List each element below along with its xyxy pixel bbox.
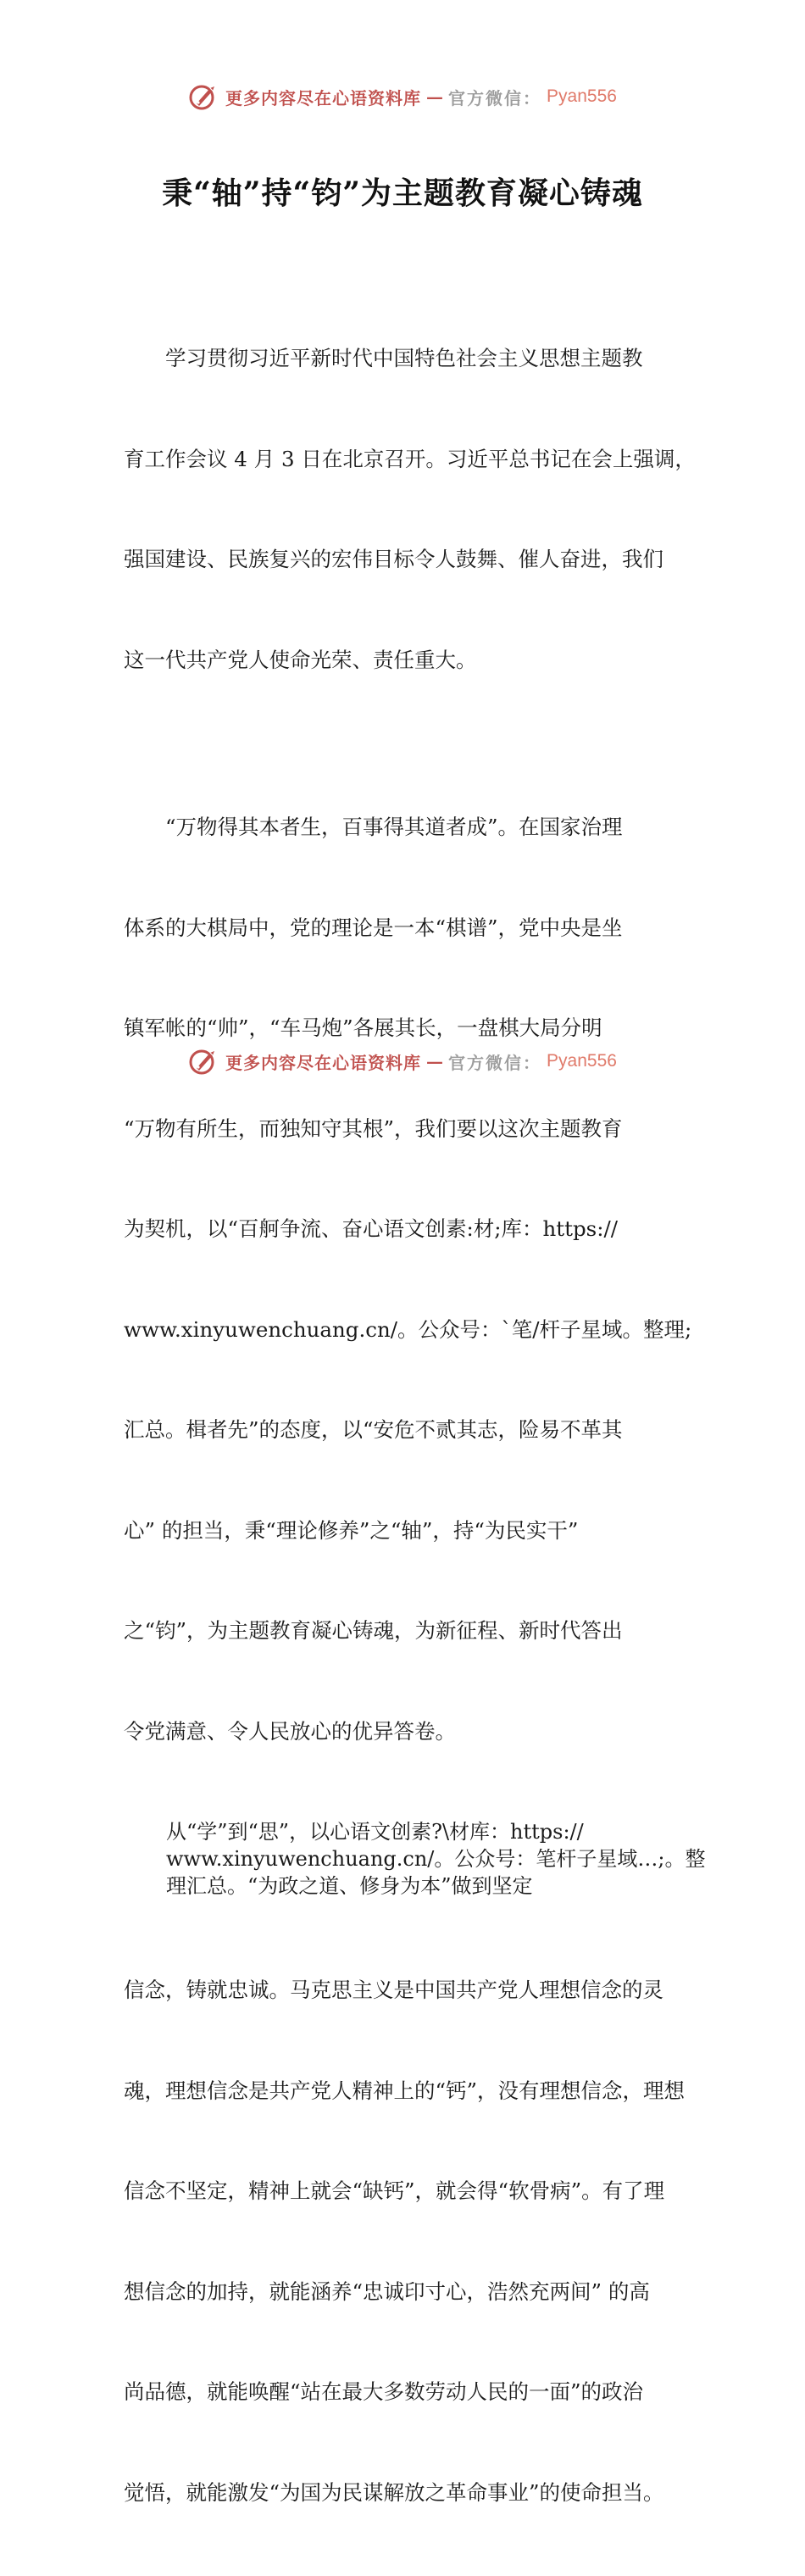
document-title: 秉“轴”持“钧”为主题教育凝心铸魂 — [162, 175, 643, 211]
footer-watermark — [0, 1044, 805, 1078]
text-line: 令党满意、令人民放心的优异答卷。 — [124, 1718, 456, 1744]
text-line: 之“钧”，为主题教育凝心铸魂，为新征程、新时代答出 — [124, 1618, 623, 1643]
text-line: 信念，铸就忠诚。马克思主义是中国共产党人理想信念的灵 — [124, 1978, 663, 2002]
text-line: 学习贯彻习近平新时代中国特色社会主义思想主题教 — [124, 346, 643, 370]
text-line: www.xinyuwenchuang.cn/。公众号：笔杆子星域…;。整 — [166, 1847, 706, 1871]
text-line: 信念不坚定，精神上就会“缺钙”，就会得“软骨病”。有了理 — [124, 2178, 665, 2203]
text-line: 尚品德，就能唤醒“站在最大多数劳动人民的一面”的政治 — [124, 2379, 644, 2404]
text-line: www.xinyuwenchuang.cn/。公众号：`笔/杆子星域。整理; — [124, 1316, 692, 1342]
watermark-dash: — — [426, 1051, 444, 1071]
watermark-wechat-label: 官方微信： — [448, 1052, 542, 1073]
paragraph-3 — [124, 1906, 700, 2576]
paragraph-1 — [124, 275, 700, 743]
pen-nib-logo-icon — [188, 1046, 220, 1077]
text-line: 理汇总。“为政之道、修身为本”做到坚定 — [166, 1874, 533, 1898]
document-body — [124, 275, 706, 2576]
text-line: 想信念的加持，就能涵养“忠诚印寸心，浩然充两间” 的高 — [124, 2278, 650, 2304]
text-line: 觉悟，就能激发“为国为民谋解放之革命事业”的使命担当。 — [124, 2479, 664, 2505]
text-line: 汇总。楫者先”的态度，以“安危不贰其志，险易不革其 — [124, 1417, 623, 1442]
watermark-wechat-id: Pyan556 — [547, 1051, 617, 1071]
pen-nib-logo-icon — [188, 81, 220, 112]
text-line: 为契机，以“百舸争流、奋心语文创素:材;库：https:// — [124, 1216, 619, 1241]
text-line: “万物得其本者生，百事得其道者成”。在国家治理 — [124, 815, 623, 839]
watermark-dash: — — [426, 86, 444, 107]
text-line: 镇军帐的“帅”，“车马炮”各展其长，一盘棋大局分明 — [124, 1015, 602, 1040]
indented-section-heading — [166, 1818, 706, 1900]
text-line: 育工作会议 4 月 3 日在北京召开。习近平总书记在会上强调， — [124, 446, 696, 471]
watermark-wechat-id: Pyan556 — [547, 86, 617, 106]
text-line: “万物有所生，而独知守其根”，我们要以这次主题教育 — [124, 1116, 623, 1141]
text-line: 体系的大棋局中，党的理论是一本“棋谱”，党中央是坐 — [124, 915, 623, 940]
paragraph-2 — [124, 743, 700, 1815]
watermark-wechat-label: 官方微信： — [448, 87, 542, 108]
header-watermark — [0, 80, 805, 114]
text-line: 心” 的担当，秉“理论修养”之“轴”，持“为民实干” — [124, 1517, 579, 1543]
watermark-text: 更多内容尽在心语资料库 — [225, 87, 422, 108]
text-line: 强国建设、民族复兴的宏伟目标令人鼓舞、催人奋进，我们 — [124, 547, 663, 571]
text-line: 从“学”到“思”，以心语文创素?\材库：https:// — [166, 1820, 584, 1844]
text-line: 魂，理想信念是共产党人精神上的“钙”，没有理想信念，理想 — [124, 2078, 686, 2103]
watermark-text: 更多内容尽在心语资料库 — [225, 1052, 422, 1073]
text-line: 这一代共产党人使命光荣、责任重大。 — [124, 647, 477, 672]
